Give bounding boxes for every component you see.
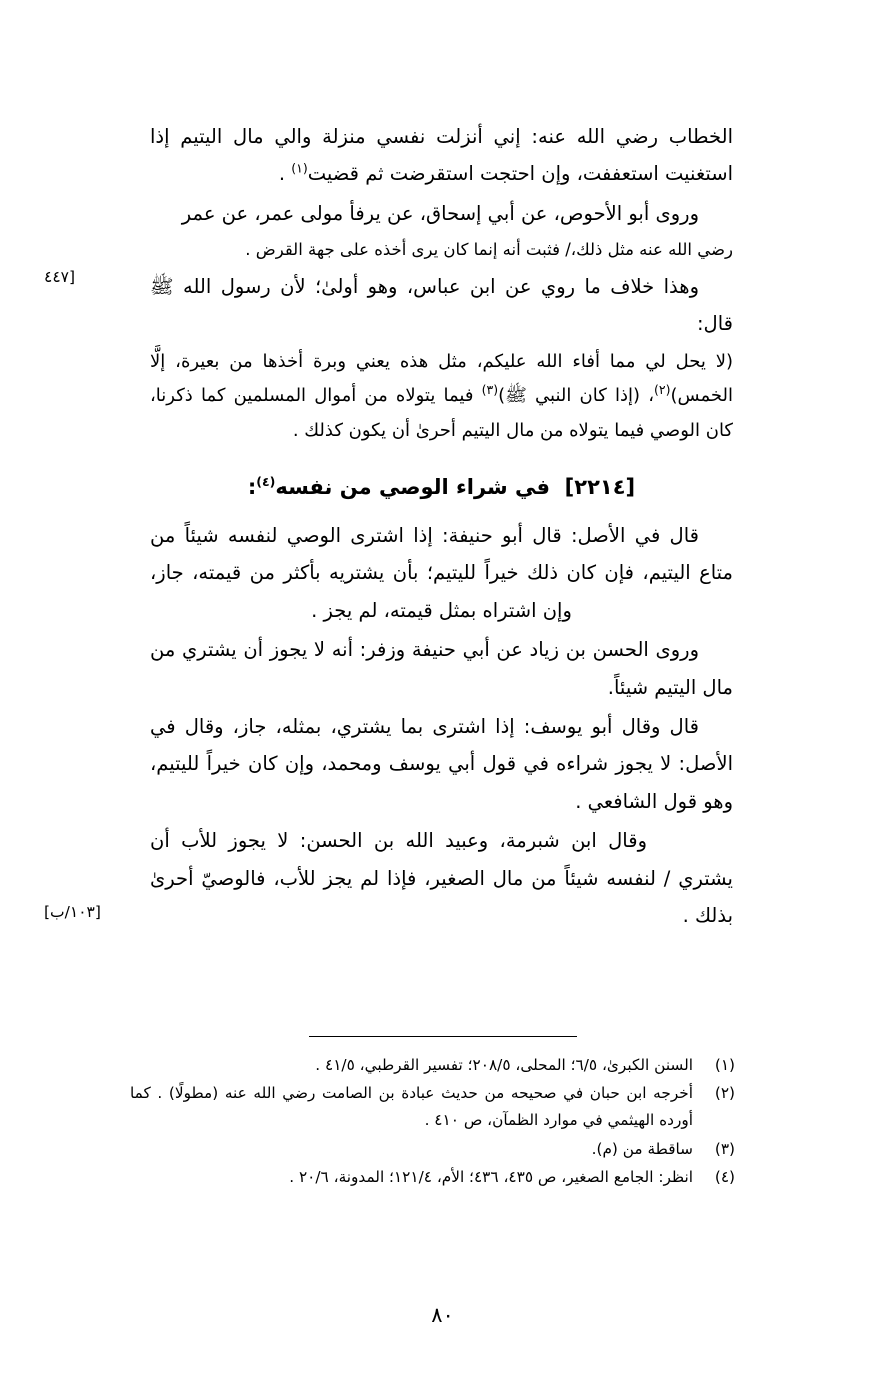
- footnote-number: (١): [714, 1056, 735, 1074]
- page-body: [150, 118, 733, 935]
- paragraph-1-tail: .: [278, 162, 292, 186]
- footnote-row: [130, 1136, 735, 1163]
- paragraph-8-text: قال وقال أبو يوسف: إذا اشترى بما يشتري، بمثله، جاز، وقال في الأصل: لا يجوز شراءه في قول أبي يوسف ومحمد، وإن كان خيراً لليتيم، وهو قول الشافعي .: [150, 715, 733, 813]
- paragraph-4: [150, 268, 733, 343]
- footnote-number: (٣): [714, 1139, 735, 1158]
- paragraph-3-text: رضي الله عنه مثل ذلك،/ فثبت أنه إنما كان يرى أخذه على جهة القرض .: [245, 240, 733, 260]
- paragraph-4-text: وهذا خلاف ما روي عن ابن عباس، وهو أولىٰ؛ لأن رسول الله ﷺ قال:: [150, 274, 733, 336]
- page-number: ٨٠: [431, 1303, 454, 1327]
- paragraph-7-text: وروى الحسن بن زياد عن أبي حنيفة وزفر: أنه لا يجوز أن يشتري من مال اليتيم شيئاً.: [150, 638, 733, 699]
- section-title: في شراء الوصي من نفسه: [275, 474, 551, 499]
- footnote-ref-4: (٤): [256, 473, 276, 489]
- margin-note-447: [٤٤٧: [44, 268, 76, 286]
- footnote-text: السنن الكبرىٰ، ٦/٥؛ المحلى، ٢٠٨/٥؛ تفسير القرطبي، ٤١/٥ .: [315, 1056, 693, 1074]
- paragraph-5-text-c: فيما يتولاه من أموال المسلمين كما ذكرنا، كان الوصي فيما يتولاه من مال اليتيم أحرىٰ أن يكون كذلك .: [150, 385, 733, 441]
- paragraph-2: [150, 195, 733, 232]
- section-heading: [150, 467, 733, 507]
- paragraph-9-text: وقال ابن شبرمة، وعبيد الله بن الحسن: لا يجوز للأب أن يشتري / لنفسه شيئاً من مال الصغير، فإذا لم يجز للأب، فالوصيّ أحرىٰ بذلك .: [150, 829, 733, 928]
- footnote-text: ساقطة من (م).: [591, 1139, 693, 1158]
- paragraph-5: [150, 345, 733, 449]
- footnote-ref-2: (٢): [654, 382, 671, 398]
- paragraph-1-text: الخطاب رضي الله عنه: إني أنزلت نفسي منزلة والي مال اليتيم إذا استغنيت استعففت، وإن احتجت استقرضت ثم قضيت: [150, 125, 733, 186]
- paragraph-8: [150, 708, 733, 820]
- footnote-ref-1: (١): [291, 160, 308, 176]
- footnote-row: [130, 1080, 735, 1134]
- section-heading-tail: :: [247, 474, 257, 499]
- footnote-row: [130, 1164, 735, 1191]
- paragraph-5-text-a: (لا يحل لي مما أفاء الله عليكم، مثل هذه يعني وبرة أخذها من بعيرة، إلَّا الخمس): [150, 350, 733, 407]
- footnotes-block: [130, 1052, 735, 1192]
- paragraph-7: [150, 631, 733, 706]
- paragraph-3: [150, 234, 733, 266]
- footnote-number: (٢): [714, 1084, 735, 1103]
- paragraph-6-text: قال في الأصل: قال أبو حنيفة: إذا اشترى الوصي لنفسه شيئاً من متاع اليتيم، فإن كان ذلك خيراً لليتيم؛ بأن يشتريه بأكثر من قيمته، جاز، وإن اشتراه بمثل قيمته، لم يجز .: [150, 523, 733, 622]
- footnote-text: انظر: الجامع الصغير، ص ٤٣٥، ٤٣٦؛ الأم، ١٢١/٤؛ المدونة، ٢٠/٦ .: [289, 1167, 693, 1186]
- section-number: [٢٢١٤]: [564, 474, 636, 499]
- footnote-ref-3: (٣): [481, 382, 499, 398]
- paragraph-5-text-b: ، (إذا كان النبي ﷺ): [498, 385, 655, 407]
- paragraph-6: [150, 517, 733, 629]
- paragraph-1: [150, 118, 733, 193]
- footnote-separator: [309, 1036, 577, 1037]
- paragraph-9: [150, 822, 733, 934]
- paragraph-2-text: وروى أبو الأحوص، عن أبي إسحاق، عن يرفأ مولى عمر، عن عمر: [181, 201, 699, 225]
- footnote-number: (٤): [714, 1167, 735, 1186]
- footnote-text: أخرجه ابن حبان في صحيحه من حديث عبادة بن الصامت رضي الله عنه (مطولًا) . كما أورده الهيثمي في موارد الظمآن، ص ٤١٠ .: [130, 1084, 693, 1130]
- footnote-row: [130, 1052, 735, 1079]
- margin-note-103b: [١٠٣/ب]: [44, 903, 101, 921]
